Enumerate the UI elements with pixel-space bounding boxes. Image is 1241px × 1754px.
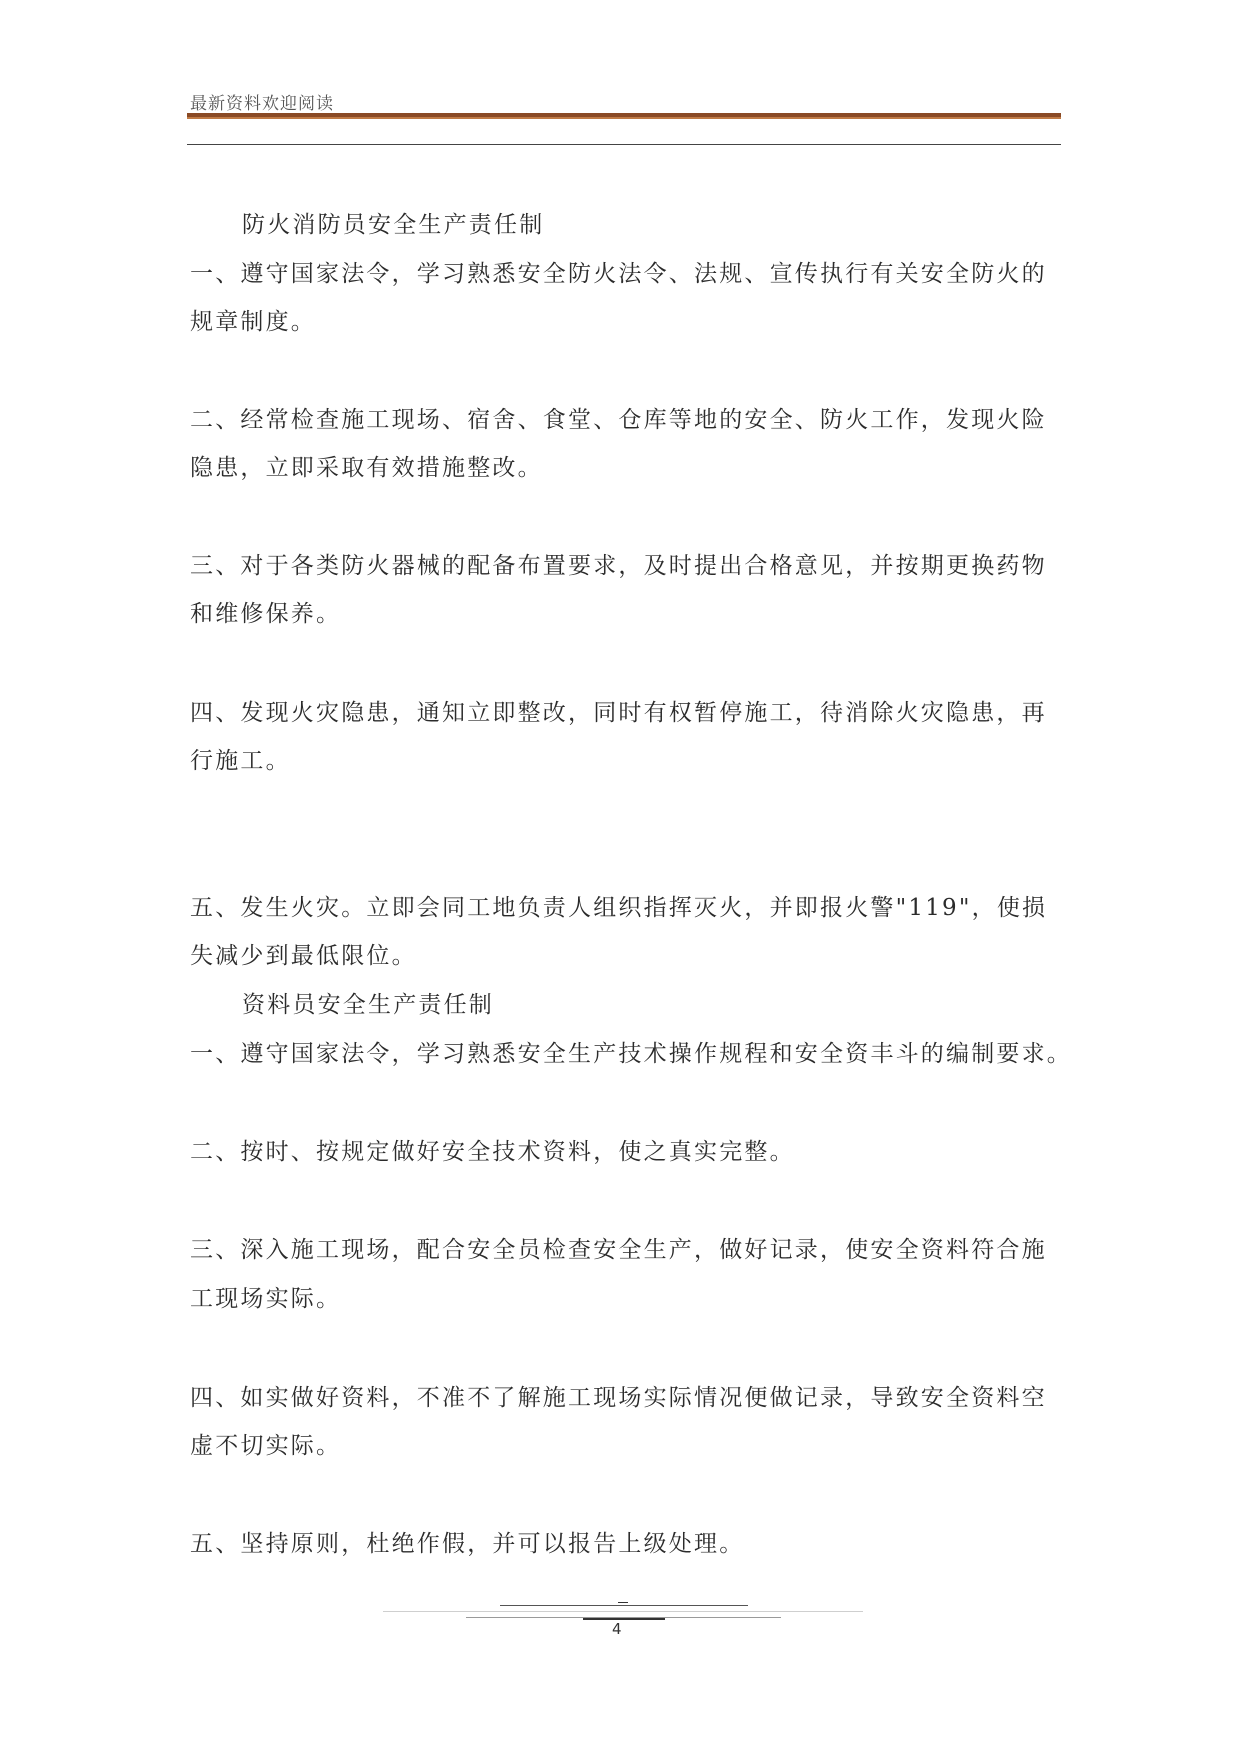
paragraph-line: 虚不切实际。	[190, 1433, 342, 1459]
paragraph-line: 规章制度。	[190, 309, 316, 335]
footer-rule	[500, 1605, 748, 1606]
paragraph-line: 三、对于各类防火器械的配备布置要求，及时提出合格意见，并按期更换药物	[190, 553, 1047, 579]
paragraph-line: 二、经常检查施工现场、宿舍、食堂、仓库等地的安全、防火工作，发现火险	[190, 407, 1047, 433]
section-title-records: 资料员安全生产责任制	[242, 992, 494, 1018]
page-header-text: 最新资料欢迎阅读	[190, 94, 334, 114]
footer-dash	[618, 1602, 628, 1603]
paragraph-line: 二、按时、按规定做好安全技术资料，使之真实完整。	[190, 1139, 795, 1165]
paragraph-line: 四、如实做好资料，不准不了解施工现场实际情况便做记录，导致安全资料空	[190, 1385, 1047, 1411]
section-title-fire: 防火消防员安全生产责任制	[242, 212, 545, 238]
footer-rule	[383, 1611, 863, 1612]
paragraph-line: 三、深入施工现场，配合安全员检查安全生产，做好记录，使安全资料符合施	[190, 1237, 1047, 1263]
paragraph-line: 五、发生火灾。立即会同工地负责人组织指挥灭火，并即报火警"119"，使损	[190, 895, 1048, 921]
paragraph-line: 隐患，立即采取有效措施整改。	[190, 455, 543, 481]
paragraph-line: 一、遵守国家法令，学习熟悉安全生产技术操作规程和安全资丰斗的编制要求。	[190, 1041, 1072, 1067]
page-number: 4	[612, 1620, 622, 1638]
paragraph-line: 五、坚持原则，杜绝作假，并可以报告上级处理。	[190, 1531, 745, 1557]
footer-rule	[583, 1618, 665, 1620]
paragraph-line: 行施工。	[190, 748, 291, 774]
paragraph-line: 失减少到最低限位。	[190, 943, 417, 969]
paragraph-line: 和维修保养。	[190, 601, 342, 627]
paragraph-line: 一、遵守国家法令，学习熟悉安全防火法令、法规、宣传执行有关安全防火的	[190, 261, 1047, 287]
paragraph-line: 四、发现火灾隐患，通知立即整改，同时有权暂停施工，待消除火灾隐患，再	[190, 700, 1047, 726]
paragraph-line: 工现场实际。	[190, 1286, 342, 1312]
